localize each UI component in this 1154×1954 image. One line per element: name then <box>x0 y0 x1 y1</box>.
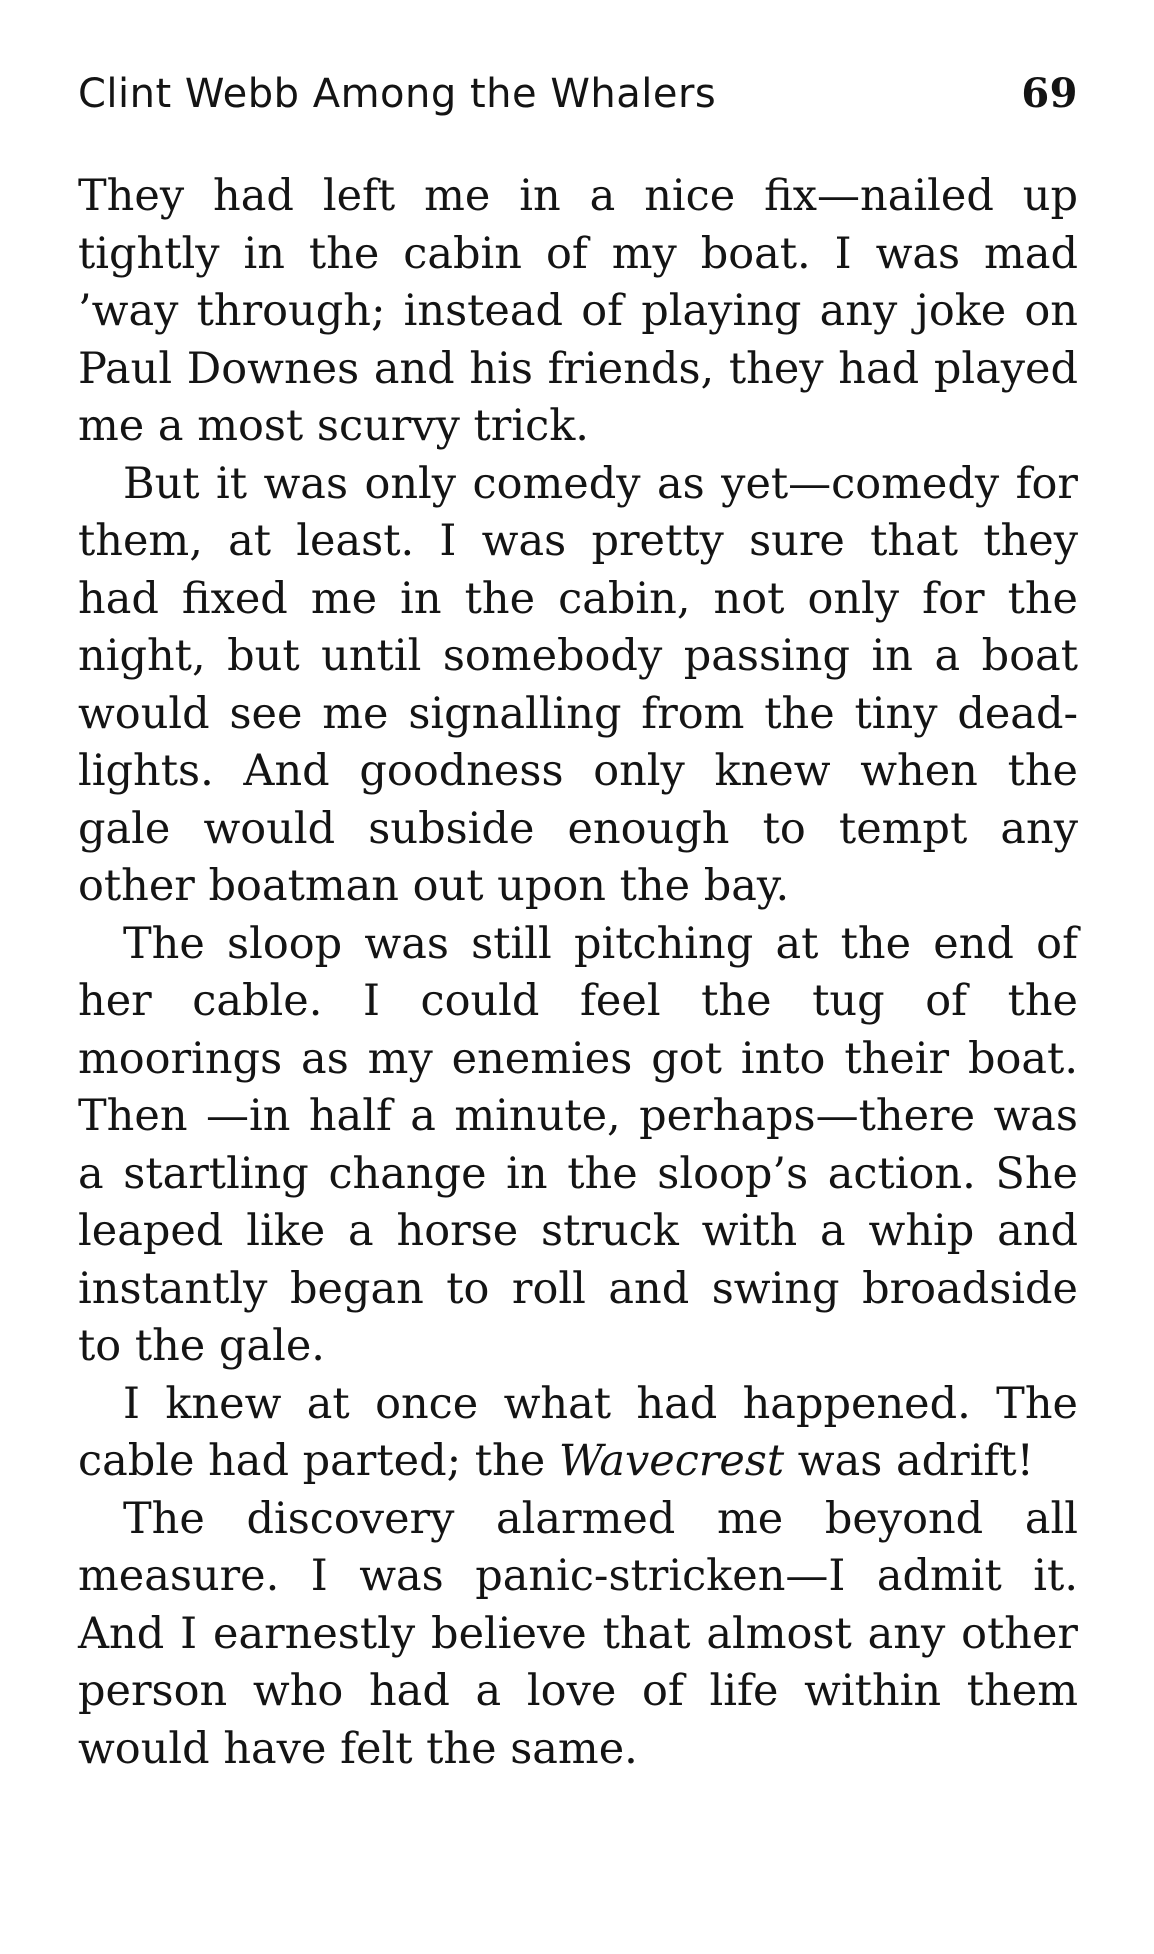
paragraph <box>78 1376 1078 1491</box>
paragraph: But it was only comedy as yet—comedy for them, at least. I was pretty sure that they had fixed me in the cabin, not only for the night, but until somebody passing in a boat would see me signalling from the tiny dead-lights. And goodness only knew when the gale would subside enough to tempt any other boatman out upon the bay. <box>78 458 1078 911</box>
paragraph: They had left me in a nice fix—nailed up tightly in the cabin of my boat. I was mad ’way through; instead of playing any joke on Paul Downes and his friends, they had played me a most scurvy trick. <box>78 171 1078 451</box>
paragraph: The discovery alarmed me beyond all measure. I was panic-stricken—I admit it. And I earnestly believe that almost any other person who had a love of life within them would have felt the same. <box>78 1493 1078 1774</box>
page-number: 69 <box>1021 70 1078 117</box>
running-header <box>78 70 1078 140</box>
paragraph: The sloop was still pitching at the end of her cable. I could feel the tug of the moorings as my enemies got into their boat. Then —in half a minute, perhaps—there was a startling change in the sloop’s action. She leaped like a horse struck with a whip and instantly began to roll and swing broadside to the gale. <box>78 918 1078 1371</box>
running-title: Clint Webb Among the Whalers <box>78 71 717 117</box>
body-text <box>78 168 1078 1778</box>
paragraph-text: was adrift! <box>784 1436 1034 1486</box>
ship-name: Wavecrest <box>558 1436 785 1486</box>
book-page <box>78 70 1078 1778</box>
paragraph-text: I knew at once what had happened. The cable had parted; the <box>78 1378 1078 1486</box>
